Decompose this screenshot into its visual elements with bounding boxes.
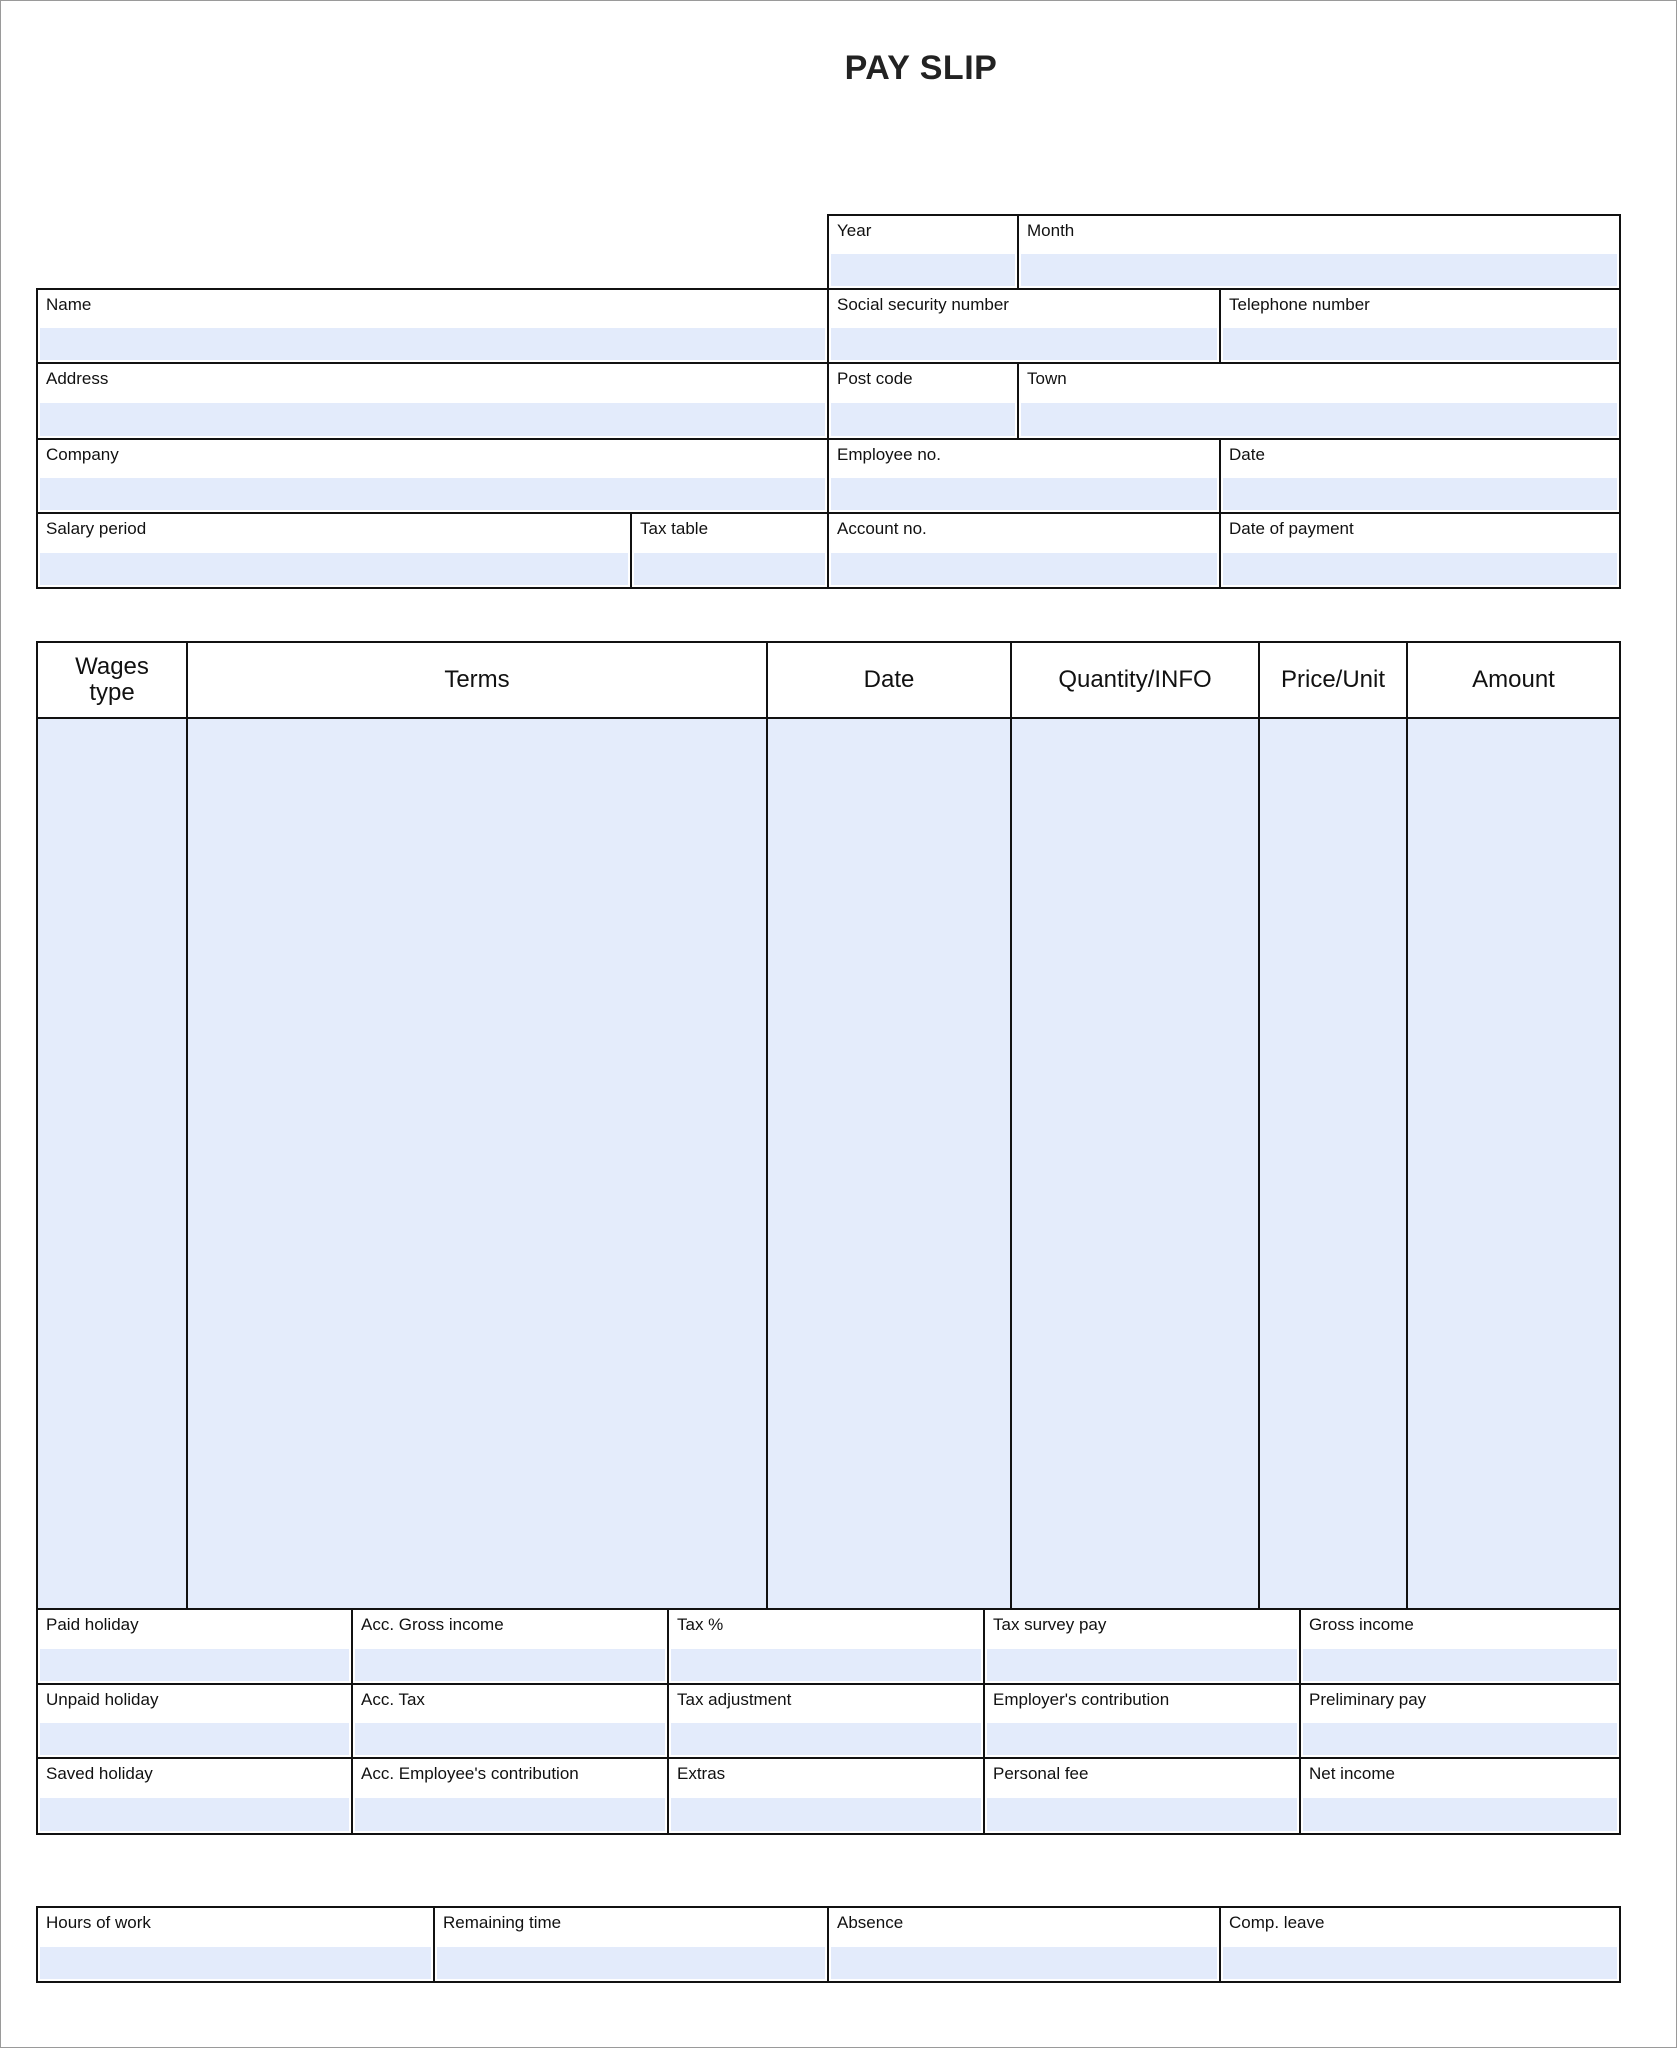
acc-tax-label: Acc. Tax [361, 1690, 425, 1709]
personal-fee-field[interactable] [983, 1757, 1301, 1835]
date-header: Date [766, 641, 1012, 719]
preliminary-pay-field[interactable] [1299, 1683, 1621, 1759]
telephone-input[interactable] [1223, 328, 1617, 360]
employers-contribution-field[interactable] [983, 1683, 1301, 1759]
paid-holiday-input[interactable] [40, 1649, 349, 1681]
preliminary-pay-input[interactable] [1303, 1723, 1617, 1755]
comp-leave-input[interactable] [1223, 1947, 1617, 1979]
paid-holiday-label: Paid holiday [46, 1615, 139, 1634]
paid-holiday-field[interactable] [36, 1608, 353, 1685]
year-field[interactable] [827, 214, 1019, 290]
remaining-time-input[interactable] [437, 1947, 825, 1979]
acc-tax-input[interactable] [355, 1723, 665, 1755]
tax-percent-field[interactable] [667, 1608, 985, 1685]
post-code-field[interactable] [827, 362, 1019, 440]
ssn-input[interactable] [831, 328, 1217, 360]
comp-leave-field[interactable] [1219, 1906, 1621, 1983]
amount-column[interactable] [1406, 717, 1621, 1610]
unpaid-holiday-input[interactable] [40, 1723, 349, 1755]
tax-adjustment-label: Tax adjustment [677, 1690, 792, 1709]
month-input[interactable] [1021, 254, 1617, 286]
quantity-header: Quantity/INFO [1010, 641, 1260, 719]
company-label: Company [46, 445, 119, 464]
personal-fee-input[interactable] [987, 1798, 1297, 1831]
amount-header: Amount [1406, 641, 1621, 719]
saved-holiday-input[interactable] [40, 1798, 349, 1831]
net-income-input[interactable] [1303, 1798, 1617, 1831]
remaining-time-field[interactable] [433, 1906, 829, 1983]
remaining-time-label: Remaining time [443, 1913, 562, 1932]
ssn-label: Social security number [837, 295, 1009, 314]
extras-label: Extras [677, 1764, 726, 1783]
unpaid-holiday-label: Unpaid holiday [46, 1690, 159, 1709]
wages-type-header: Wages type [36, 641, 188, 719]
terms-header: Terms [186, 641, 768, 719]
salary-period-input[interactable] [40, 553, 628, 585]
tax-table-label: Tax table [640, 519, 709, 538]
town-label: Town [1027, 369, 1067, 388]
date-of-payment-label: Date of payment [1229, 519, 1354, 538]
price-unit-header: Price/Unit [1258, 641, 1408, 719]
price-unit-column[interactable] [1258, 717, 1408, 1610]
tax-percent-input[interactable] [671, 1649, 981, 1681]
comp-leave-label: Comp. leave [1229, 1913, 1325, 1932]
name-field[interactable] [36, 288, 829, 364]
town-input[interactable] [1021, 403, 1617, 436]
month-field[interactable] [1017, 214, 1621, 290]
address-input[interactable] [40, 403, 825, 436]
acc-employees-contribution-input[interactable] [355, 1798, 665, 1831]
telephone-field[interactable] [1219, 288, 1621, 364]
account-no-label: Account no. [837, 519, 927, 538]
tax-survey-pay-label: Tax survey pay [993, 1615, 1107, 1634]
acc-gross-income-field[interactable] [351, 1608, 669, 1685]
tax-percent-label: Tax % [677, 1615, 724, 1634]
post-code-label: Post code [837, 369, 913, 388]
extras-input[interactable] [671, 1798, 981, 1831]
quantity-column[interactable] [1010, 717, 1260, 1610]
year-label: Year [837, 221, 872, 240]
date-field[interactable] [1219, 438, 1621, 514]
preliminary-pay-label: Preliminary pay [1309, 1690, 1427, 1709]
name-label: Name [46, 295, 92, 314]
acc-gross-income-input[interactable] [355, 1649, 665, 1681]
page-title: PAY SLIP [844, 49, 998, 87]
hours-of-work-input[interactable] [40, 1947, 431, 1979]
employers-contribution-label: Employer's contribution [993, 1690, 1170, 1709]
net-income-label: Net income [1309, 1764, 1395, 1783]
address-label: Address [46, 369, 109, 388]
tax-adjustment-field[interactable] [667, 1683, 985, 1759]
gross-income-field[interactable] [1299, 1608, 1621, 1685]
year-input[interactable] [831, 254, 1015, 286]
employee-no-label: Employee no. [837, 445, 941, 464]
absence-input[interactable] [831, 1947, 1217, 1979]
tax-survey-pay-input[interactable] [987, 1649, 1297, 1681]
extras-field[interactable] [667, 1757, 985, 1835]
address-field[interactable] [36, 362, 829, 440]
absence-field[interactable] [827, 1906, 1221, 1983]
telephone-label: Telephone number [1229, 295, 1370, 314]
date-of-payment-field[interactable] [1219, 512, 1621, 589]
employee-no-input[interactable] [831, 478, 1217, 510]
gross-income-input[interactable] [1303, 1649, 1617, 1681]
town-field[interactable] [1017, 362, 1621, 440]
acc-employees-contribution-label: Acc. Employee's contribution [361, 1764, 579, 1783]
acc-gross-income-label: Acc. Gross income [361, 1615, 504, 1634]
terms-column[interactable] [186, 717, 768, 1610]
date-label: Date [1229, 445, 1265, 464]
tax-survey-pay-field[interactable] [983, 1608, 1301, 1685]
hours-of-work-label: Hours of work [46, 1913, 151, 1932]
ssn-field[interactable] [827, 288, 1221, 364]
gross-income-label: Gross income [1309, 1615, 1414, 1634]
personal-fee-label: Personal fee [993, 1764, 1089, 1783]
tax-table-input[interactable] [634, 553, 825, 585]
net-income-field[interactable] [1299, 1757, 1621, 1835]
date-of-payment-input[interactable] [1223, 553, 1617, 585]
unpaid-holiday-field[interactable] [36, 1683, 353, 1759]
employers-contribution-input[interactable] [987, 1723, 1297, 1755]
saved-holiday-field[interactable] [36, 1757, 353, 1835]
salary-period-label: Salary period [46, 519, 147, 538]
saved-holiday-label: Saved holiday [46, 1764, 153, 1783]
date-column[interactable] [766, 717, 1012, 1610]
acc-tax-field[interactable] [351, 1683, 669, 1759]
post-code-input[interactable] [831, 403, 1015, 436]
acc-employees-contribution-field[interactable] [351, 1757, 669, 1835]
month-label: Month [1027, 221, 1075, 240]
account-no-field[interactable] [827, 512, 1221, 589]
tax-table-field[interactable] [630, 512, 829, 589]
tax-adjustment-input[interactable] [671, 1723, 981, 1755]
account-no-input[interactable] [831, 553, 1217, 585]
company-input[interactable] [40, 478, 825, 510]
hours-of-work-field[interactable] [36, 1906, 435, 1983]
absence-label: Absence [837, 1913, 904, 1932]
salary-period-field[interactable] [36, 512, 632, 589]
wages-type-column[interactable] [36, 717, 188, 1610]
employee-no-field[interactable] [827, 438, 1221, 514]
company-field[interactable] [36, 438, 829, 514]
date-input[interactable] [1223, 478, 1617, 510]
name-input[interactable] [40, 328, 825, 360]
